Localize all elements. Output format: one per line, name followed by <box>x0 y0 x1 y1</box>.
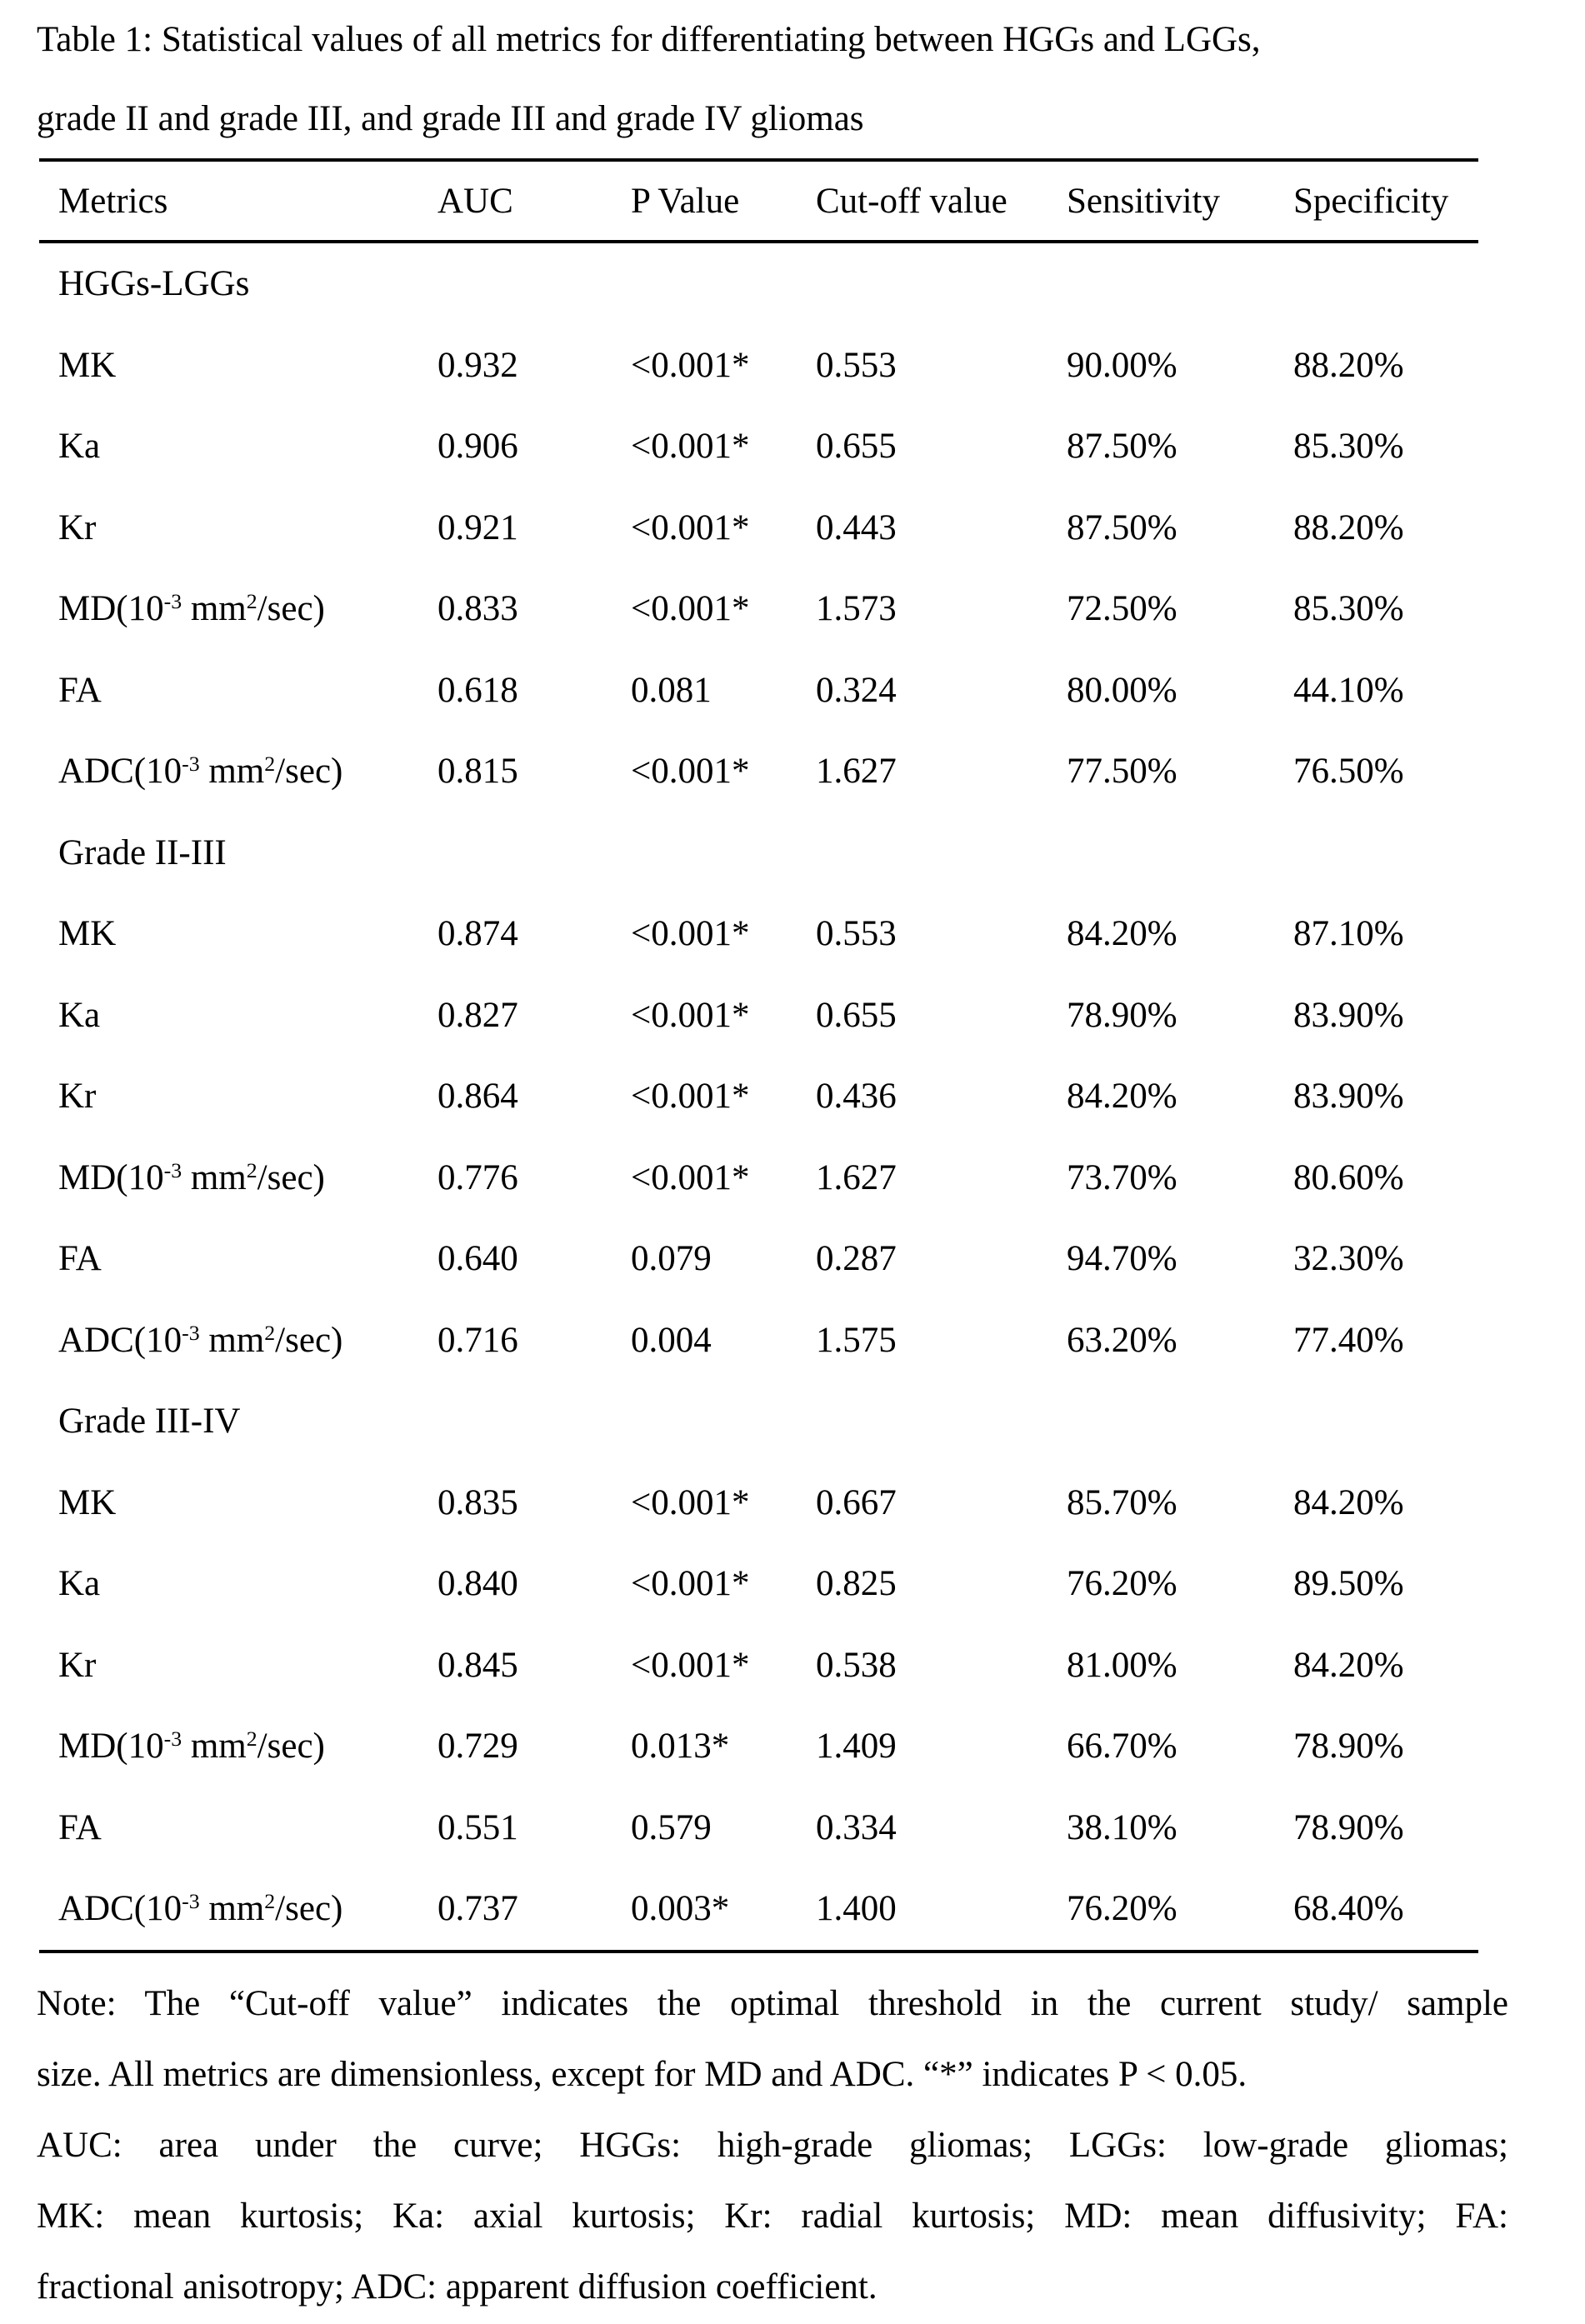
specificity-cell: 85.30% <box>1293 427 1404 467</box>
superscript: 2 <box>264 1320 276 1345</box>
auc-cell: 0.551 <box>438 1807 518 1847</box>
metric-cell: Kr <box>58 507 97 547</box>
table-row <box>39 975 1478 1057</box>
column-header-auc: AUC <box>438 181 513 221</box>
section-label: Grade III-IV <box>58 1402 241 1442</box>
cutoff-cell: 0.334 <box>816 1807 897 1847</box>
sensitivity-cell: 66.70% <box>1067 1727 1178 1767</box>
sensitivity-cell: 80.00% <box>1067 670 1178 710</box>
sensitivity-cell: 84.20% <box>1067 1077 1178 1117</box>
superscript: 2 <box>246 589 258 614</box>
sensitivity-cell: 76.20% <box>1067 1889 1178 1929</box>
specificity-cell: 44.10% <box>1293 670 1404 710</box>
superscript: 2 <box>264 1889 276 1914</box>
auc-cell: 0.840 <box>438 1564 518 1604</box>
specificity-cell: 84.20% <box>1293 1482 1404 1522</box>
superscript: 2 <box>264 752 276 777</box>
auc-cell: 0.776 <box>438 1157 518 1197</box>
section-row <box>39 1381 1478 1462</box>
column-header-sensitivity: Sensitivity <box>1067 181 1220 221</box>
section-row <box>39 243 1478 325</box>
metric-cell: FA <box>58 1807 102 1847</box>
table-row <box>39 1462 1478 1544</box>
p-value-cell: <0.001* <box>631 507 750 547</box>
metric-cell: Ka <box>58 427 101 467</box>
sensitivity-cell: 73.70% <box>1067 1157 1178 1197</box>
section-row <box>39 812 1478 894</box>
cutoff-cell: 0.324 <box>816 670 897 710</box>
cutoff-cell: 1.409 <box>816 1727 897 1767</box>
sensitivity-cell: 72.50% <box>1067 589 1178 629</box>
note-line: fractional anisotropy; ADC: apparent diffusion coefficient. <box>37 2267 878 2307</box>
cutoff-cell: 0.667 <box>816 1482 897 1522</box>
table-row <box>39 1543 1478 1625</box>
metric-cell: FA <box>58 670 102 710</box>
superscript: -3 <box>182 752 200 777</box>
cutoff-cell: 1.573 <box>816 589 897 629</box>
specificity-cell: 83.90% <box>1293 995 1404 1035</box>
note-line: MK: mean kurtosis; Ka: axial kurtosis; Kr: radial kurtosis; MD: mean diffusivity; FA: <box>37 2196 1508 2236</box>
specificity-cell: 78.90% <box>1293 1807 1404 1847</box>
table-row <box>39 325 1478 407</box>
table-row <box>39 1625 1478 1707</box>
sensitivity-cell: 84.20% <box>1067 914 1178 954</box>
caption-line-1: Table 1: Statistical values of all metrics for differentiating between HGGs and LGGs, <box>37 20 1261 59</box>
cutoff-cell: 0.825 <box>816 1564 897 1604</box>
auc-cell: 0.815 <box>438 752 518 792</box>
metric-cell: MK <box>58 345 117 385</box>
specificity-cell: 80.60% <box>1293 1157 1404 1197</box>
table-row <box>39 1218 1478 1300</box>
superscript: -3 <box>163 1157 182 1182</box>
table-caption <box>37 0 1513 158</box>
specificity-cell: 32.30% <box>1293 1239 1404 1279</box>
p-value-cell: 0.579 <box>631 1807 712 1847</box>
auc-cell: 0.864 <box>438 1077 518 1117</box>
metric-cell: MK <box>58 1482 117 1522</box>
cutoff-cell: 0.655 <box>816 995 897 1035</box>
sensitivity-cell: 77.50% <box>1067 752 1178 792</box>
table-row <box>39 1868 1478 1950</box>
metric-cell: Ka <box>58 995 101 1035</box>
specificity-cell: 88.20% <box>1293 507 1404 547</box>
sensitivity-cell: 78.90% <box>1067 995 1178 1035</box>
auc-cell: 0.835 <box>438 1482 518 1522</box>
statistics-table <box>39 158 1478 1953</box>
metric-cell: Kr <box>58 1645 97 1685</box>
p-value-cell: 0.004 <box>631 1320 712 1360</box>
cutoff-cell: 0.443 <box>816 507 897 547</box>
auc-cell: 0.729 <box>438 1727 518 1767</box>
superscript: -3 <box>182 1889 200 1914</box>
table-row <box>39 1787 1478 1869</box>
p-value-cell: <0.001* <box>631 752 750 792</box>
cutoff-cell: 0.553 <box>816 914 897 954</box>
sensitivity-cell: 38.10% <box>1067 1807 1178 1847</box>
sensitivity-cell: 85.70% <box>1067 1482 1178 1522</box>
table-row <box>39 650 1478 732</box>
column-header-specificity: Specificity <box>1293 181 1449 221</box>
table-bottom-rule <box>39 1950 1478 1953</box>
p-value-cell: <0.001* <box>631 427 750 467</box>
auc-cell: 0.932 <box>438 345 518 385</box>
auc-cell: 0.716 <box>438 1320 518 1360</box>
note-line: AUC: area under the curve; HGGs: high-grade gliomas; LGGs: low-grade gliomas; <box>37 2125 1508 2165</box>
sensitivity-cell: 87.50% <box>1067 427 1178 467</box>
auc-cell: 0.874 <box>438 914 518 954</box>
specificity-cell: 85.30% <box>1293 589 1404 629</box>
metric-cell: $MD(10^{-3}$ $mm^2/\sec$) <box>58 589 325 629</box>
specificity-cell: 87.10% <box>1293 914 1404 954</box>
p-value-cell: <0.001* <box>631 1077 750 1117</box>
auc-cell: 0.827 <box>438 995 518 1035</box>
p-value-cell: <0.001* <box>631 1564 750 1604</box>
p-value-cell: <0.001* <box>631 589 750 629</box>
sensitivity-cell: 63.20% <box>1067 1320 1178 1360</box>
metric-cell: $ADC(10^{-3}$ $mm^2/\sec$) <box>58 1320 343 1360</box>
specificity-cell: 83.90% <box>1293 1077 1404 1117</box>
sensitivity-cell: 81.00% <box>1067 1645 1178 1685</box>
note-line: size. All metrics are dimensionless, except for MD and ADC. “*” indicates P < 0.05. <box>37 2054 1248 2094</box>
cutoff-cell: 0.655 <box>816 427 897 467</box>
column-header-metrics: Metrics <box>58 181 168 221</box>
column-header-cutoff: Cut-off value <box>816 181 1008 221</box>
metric-cell: MK <box>58 914 117 954</box>
caption-line-2: grade II and grade III, and grade III and grade IV gliomas <box>37 99 864 138</box>
p-value-cell: <0.001* <box>631 1482 750 1522</box>
table-row <box>39 1137 1478 1219</box>
table-row <box>39 487 1478 569</box>
superscript: 2 <box>246 1157 258 1182</box>
specificity-cell: 77.40% <box>1293 1320 1404 1360</box>
auc-cell: 0.618 <box>438 670 518 710</box>
table-body <box>39 243 1478 1950</box>
table-header-row <box>39 162 1478 240</box>
p-value-cell: <0.001* <box>631 914 750 954</box>
table-row <box>39 406 1478 487</box>
sensitivity-cell: 94.70% <box>1067 1239 1178 1279</box>
cutoff-cell: 0.436 <box>816 1077 897 1117</box>
metric-cell: $MD(10^{-3}$ $mm^2/\sec$) <box>58 1157 325 1197</box>
table-row <box>39 1300 1478 1382</box>
specificity-cell: 78.90% <box>1293 1727 1404 1767</box>
table-row <box>39 568 1478 650</box>
sensitivity-cell: 76.20% <box>1067 1564 1178 1604</box>
metric-cell: $ADC(10^{-3}$ $mm^2/\sec$) <box>58 1889 343 1929</box>
superscript: -3 <box>163 1727 182 1752</box>
auc-cell: 0.906 <box>438 427 518 467</box>
auc-cell: 0.833 <box>438 589 518 629</box>
cutoff-cell: 1.575 <box>816 1320 897 1360</box>
p-value-cell: <0.001* <box>631 345 750 385</box>
table-note <box>37 1968 1508 2322</box>
metric-cell: FA <box>58 1239 102 1279</box>
cutoff-cell: 0.538 <box>816 1645 897 1685</box>
p-value-cell: <0.001* <box>631 995 750 1035</box>
auc-cell: 0.737 <box>438 1889 518 1929</box>
p-value-cell: <0.001* <box>631 1157 750 1197</box>
cutoff-cell: 1.400 <box>816 1889 897 1929</box>
sensitivity-cell: 90.00% <box>1067 345 1178 385</box>
cutoff-cell: 1.627 <box>816 752 897 792</box>
specificity-cell: 88.20% <box>1293 345 1404 385</box>
cutoff-cell: 1.627 <box>816 1157 897 1197</box>
p-value-cell: <0.001* <box>631 1645 750 1685</box>
specificity-cell: 84.20% <box>1293 1645 1404 1685</box>
p-value-cell: 0.013* <box>631 1727 730 1767</box>
superscript: -3 <box>163 589 182 614</box>
section-label: Grade II-III <box>58 832 227 872</box>
specificity-cell: 89.50% <box>1293 1564 1404 1604</box>
cutoff-cell: 0.553 <box>816 345 897 385</box>
specificity-cell: 68.40% <box>1293 1889 1404 1929</box>
p-value-cell: 0.003* <box>631 1889 730 1929</box>
metric-cell: Kr <box>58 1077 97 1117</box>
superscript: -3 <box>182 1320 200 1345</box>
p-value-cell: 0.081 <box>631 670 712 710</box>
metric-cell: $ADC(10^{-3}$ $mm^2/\sec$) <box>58 752 343 792</box>
section-label: HGGs-LGGs <box>58 264 250 304</box>
metric-cell: Ka <box>58 1564 101 1604</box>
specificity-cell: 76.50% <box>1293 752 1404 792</box>
table-row <box>39 731 1478 812</box>
note-line: Note: The “Cut-off value” indicates the optimal threshold in the current study/ sample <box>37 1983 1508 2023</box>
auc-cell: 0.921 <box>438 507 518 547</box>
metric-cell: $MD(10^{-3}$ $mm^2/\sec$) <box>58 1727 325 1767</box>
table-row <box>39 1056 1478 1137</box>
p-value-cell: 0.079 <box>631 1239 712 1279</box>
cutoff-cell: 0.287 <box>816 1239 897 1279</box>
sensitivity-cell: 87.50% <box>1067 507 1178 547</box>
table-row <box>39 893 1478 975</box>
superscript: 2 <box>246 1727 258 1752</box>
auc-cell: 0.640 <box>438 1239 518 1279</box>
auc-cell: 0.845 <box>438 1645 518 1685</box>
table-row <box>39 1706 1478 1787</box>
column-header-p-value: P Value <box>631 181 740 221</box>
